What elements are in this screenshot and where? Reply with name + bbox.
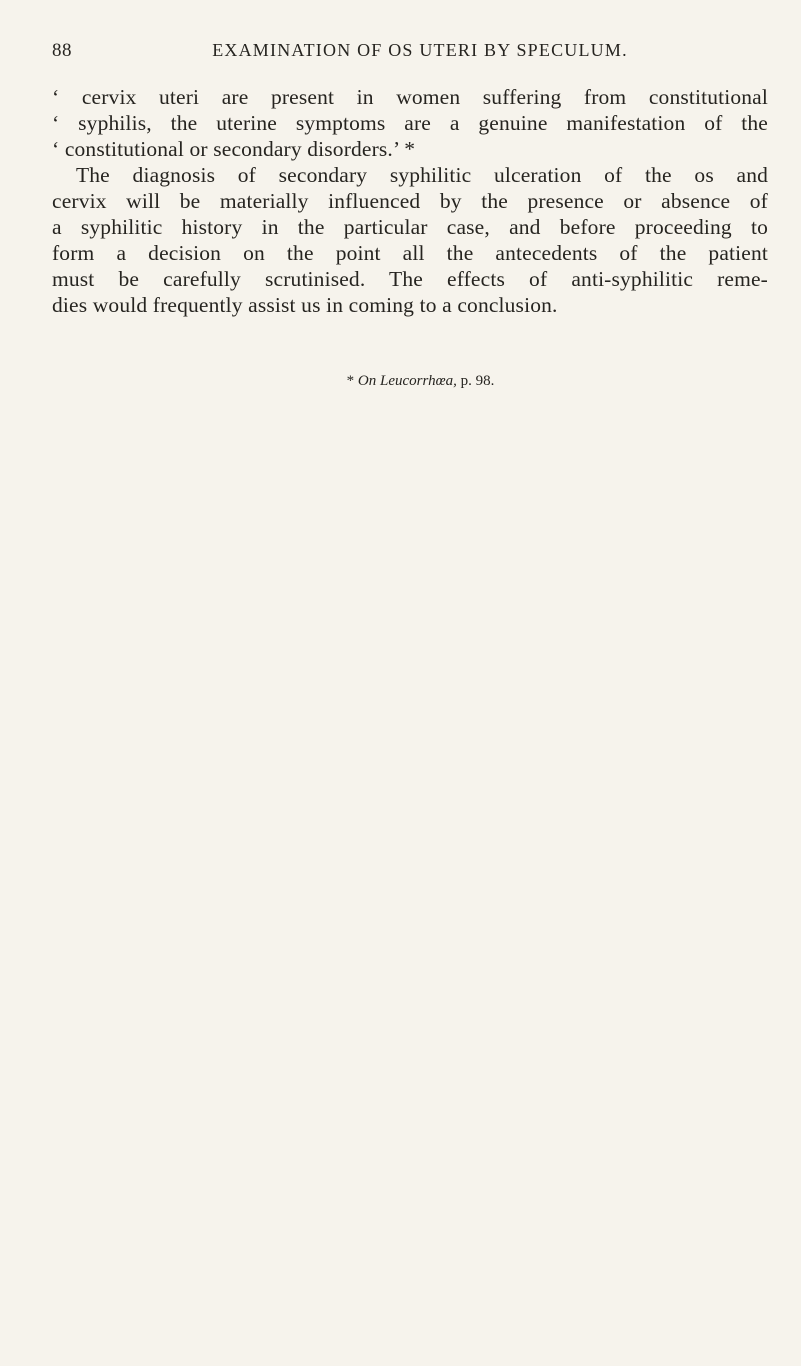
footnote-title: On Leucorrhœa,	[357, 373, 457, 389]
text-line: ‘ constitutional or secondary disorders.’ *	[52, 137, 416, 161]
text-line: a syphilitic history in the particular case, and before proceeding to	[52, 215, 768, 239]
text-line: ‘ cervix uteri are present in women suffering from constitutional	[52, 85, 768, 109]
page-header	[52, 40, 768, 70]
text-line: must be carefully scrutinised. The effects of anti-syphilitic reme-	[52, 267, 768, 291]
footnote	[0, 373, 801, 390]
paragraph-first-line: The diagnosis of secondary syphilitic ulceration of the os and	[76, 163, 768, 187]
footnote-page-ref: p. 98.	[460, 373, 495, 389]
footnote-marker: *	[346, 373, 355, 389]
text-line: form a decision on the point all the antecedents of the patient	[52, 241, 768, 265]
text-line: dies would frequently assist us in coming to a conclusion.	[52, 293, 558, 317]
text-line: ‘ syphilis, the uterine symptoms are a genuine manifestation of the	[52, 111, 768, 135]
page-number: 88	[52, 40, 72, 61]
text-line: cervix will be materially influenced by the presence or absence of	[52, 189, 768, 213]
body-text	[52, 84, 768, 318]
running-head: EXAMINATION OF OS UTERI BY SPECULUM.	[212, 40, 628, 60]
